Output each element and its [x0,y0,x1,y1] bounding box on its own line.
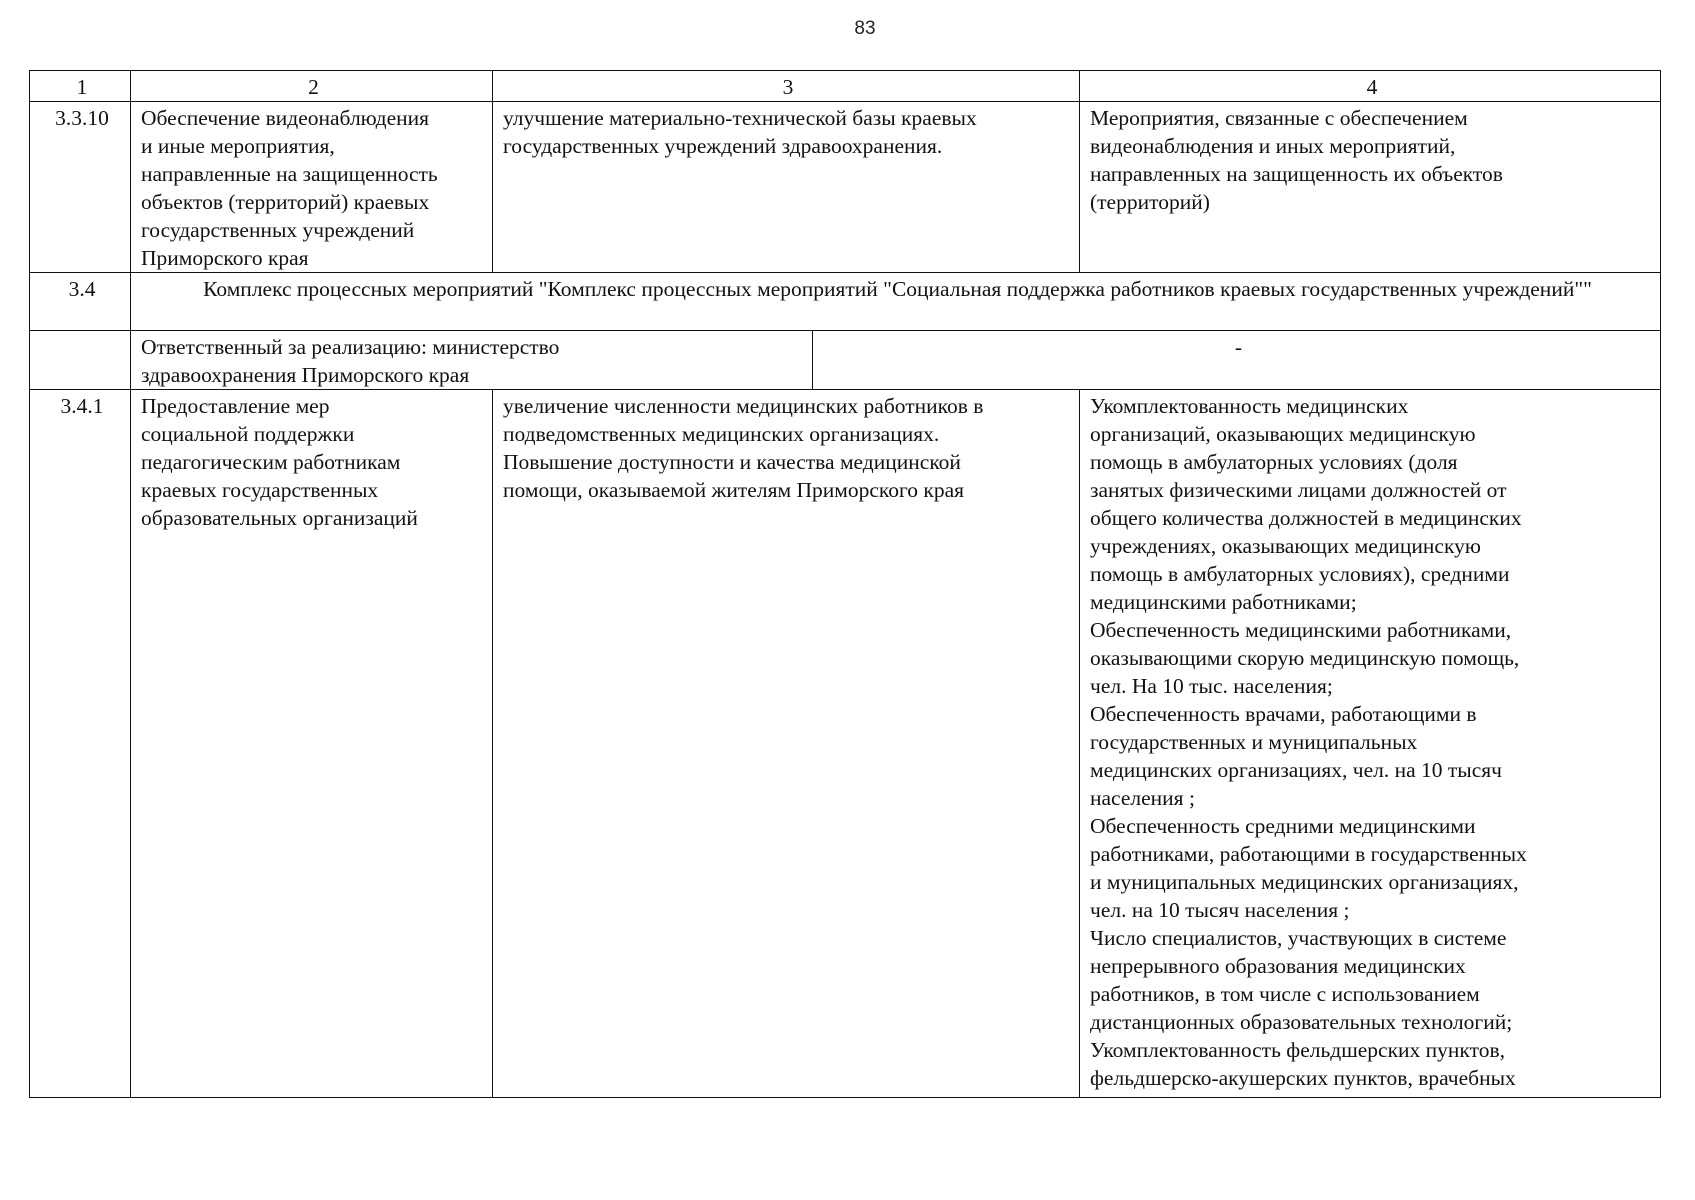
indicator-line: организаций, оказывающих медицинскую [1090,422,1476,446]
indicator-line: видеонаблюдения и иных мероприятий, [1090,134,1456,158]
complex-title: Комплекс процессных мероприятий "Комплекс процессных мероприятий "Социальная поддержка работников краевых государственных учреждений"" [131,273,1661,331]
indicator-line: государственных и муниципальных [1090,730,1418,754]
measure-name-line: государственных учреждений [141,218,415,242]
task-line: Повышение доступности и качества медицинской [503,450,961,474]
indicator-line: непрерывного образования медицинских [1090,954,1466,978]
indicator-line: работников, в том числе с использованием [1090,982,1480,1006]
measure-name-line: направленные на защищенность [141,162,438,186]
column-header-3: 3 [493,71,1080,102]
page-number: 83 [854,18,876,39]
responsible-row [30,331,1661,390]
column-header-4: 4 [1080,71,1661,102]
task-cell [493,102,1080,273]
measure-name-line: педагогическим работникам [141,450,401,474]
measure-name-line: Приморского края [141,246,309,270]
responsible-line: Ответственный за реализацию: министерство [141,335,560,359]
indicator-line: чел. на 10 тысяч населения ; [1090,898,1350,922]
measure-name-line: объектов (территорий) краевых [141,190,430,214]
indicator-line: Мероприятия, связанные с обеспечением [1090,106,1468,130]
measure-name-cell [131,102,493,273]
indicator-line: общего количества должностей в медицинских [1090,506,1522,530]
indicator-line: помощь в амбулаторных условиях (доля [1090,450,1458,474]
indicator-line: помощь в амбулаторных условиях), средними [1090,562,1510,586]
measure-name-line: и иные мероприятия, [141,134,335,158]
indicator-line: фельдшерско-акушерских пунктов, врачебных [1090,1066,1516,1090]
task-line: улучшение материально-технической базы краевых [503,106,977,130]
measure-name-cell [131,390,493,1098]
measure-name-line: социальной поддержки [141,422,355,446]
indicator-line: оказывающими скорую медицинскую помощь, [1090,646,1520,670]
indicator-line: дистанционных образовательных технологий; [1090,1010,1513,1034]
indicator-cell [1080,102,1661,273]
task-line: помощи, оказываемой жителям Приморского края [503,478,965,502]
responsible-value: - [813,331,1661,390]
column-number-row [30,71,1661,102]
indicator-line: направленных на защищенность их объектов [1090,162,1503,186]
indicator-line: Число специалистов, участвующих в системе [1090,926,1507,950]
task-line: подведомственных медицинских организациях. [503,422,940,446]
indicator-line: Обеспеченность средними медицинскими [1090,814,1476,838]
indicator-line: медицинских организациях, чел. на 10 тысяч [1090,758,1502,782]
measure-name-line: краевых государственных [141,478,379,502]
indicator-line: Укомплектованность фельдшерских пунктов, [1090,1038,1505,1062]
column-header-2: 2 [131,71,493,102]
task-line: увеличение численности медицинских работников в [503,394,984,418]
measure-name-line: Предоставление мер [141,394,330,418]
indicator-line: учреждениях, оказывающих медицинскую [1090,534,1481,558]
task-line: государственных учреждений здравоохранения. [503,134,943,158]
column-header-1: 1 [30,71,131,102]
row-number: 3.3.10 [30,102,131,273]
indicator-cell [1080,390,1661,1098]
indicator-line: чел. На 10 тыс. населения; [1090,674,1333,698]
complex-row [30,273,1661,331]
table-row [30,102,1661,273]
responsible-cell [131,331,813,390]
indicator-line: медицинскими работниками; [1090,590,1357,614]
task-cell [493,390,1080,1098]
measure-name-line: Обеспечение видеонаблюдения [141,106,430,130]
measure-name-line: образовательных организаций [141,506,418,530]
indicator-line: населения ; [1090,786,1195,810]
indicator-line: и муниципальных медицинских организациях, [1090,870,1519,894]
table-row [30,390,1661,1098]
indicator-line: Обеспеченность врачами, работающими в [1090,702,1477,726]
measures-table [29,70,1661,1098]
indicator-line: Укомплектованность медицинских [1090,394,1409,418]
responsible-line: здравоохранения Приморского края [141,363,470,387]
row-number: 3.4.1 [30,390,131,1098]
indicator-line: занятых физическими лицами должностей от [1090,478,1507,502]
complex-number: 3.4 [30,273,131,331]
indicator-line: (территорий) [1090,190,1210,214]
indicator-line: Обеспеченность медицинскими работниками, [1090,618,1512,642]
indicator-line: работниками, работающими в государственных [1090,842,1527,866]
responsible-empty-cell [30,331,131,390]
